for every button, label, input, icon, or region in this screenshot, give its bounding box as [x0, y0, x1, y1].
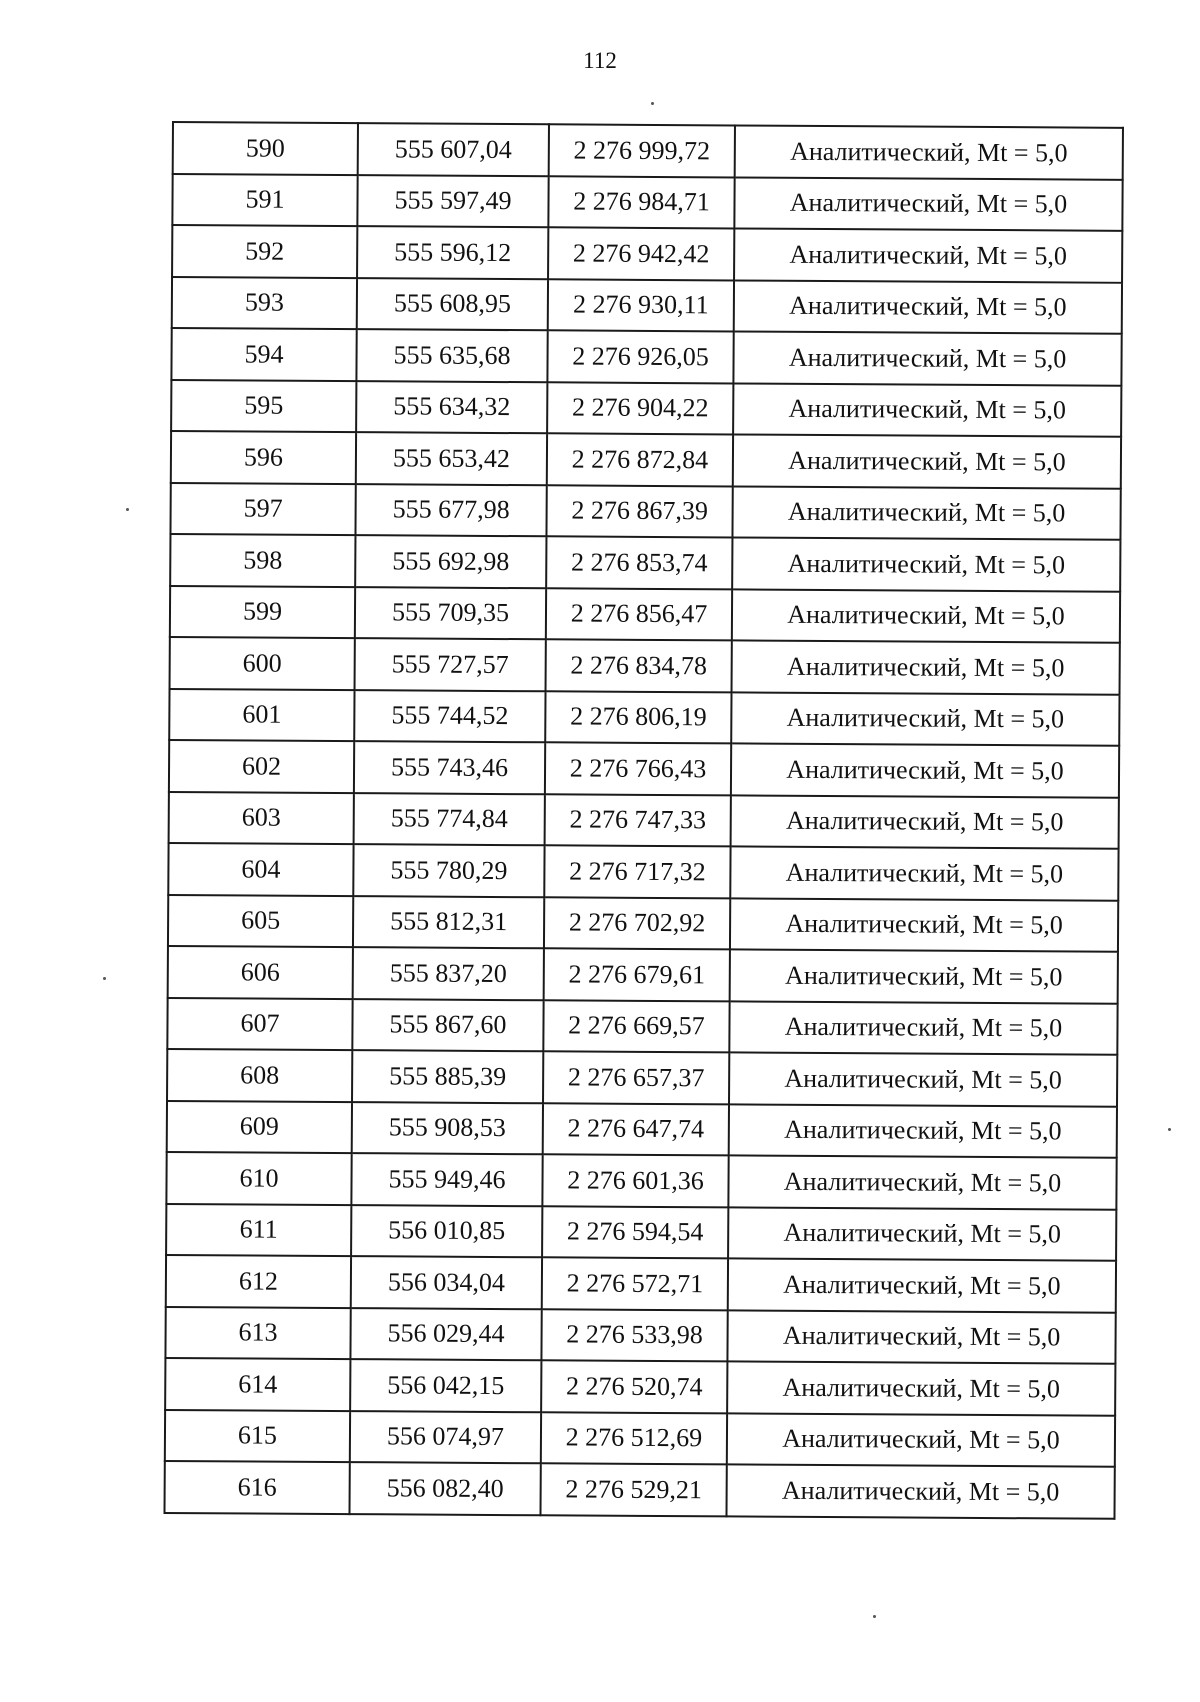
table-row [170, 585, 1120, 642]
y-coordinate-cell: 2 276 930,11 [548, 279, 734, 332]
method-cell: Аналитический, Mt = 5,0 [728, 1155, 1116, 1209]
x-coordinate-cell: 555 837,20 [353, 947, 544, 1000]
y-coordinate-cell: 2 276 717,32 [544, 845, 730, 898]
method-cell: Аналитический, Mt = 5,0 [728, 1258, 1116, 1312]
x-coordinate-cell: 555 949,46 [351, 1153, 542, 1206]
method-cell: Аналитический, Mt = 5,0 [733, 434, 1121, 488]
x-coordinate-cell: 556 074,97 [350, 1411, 541, 1464]
point-number-cell: 592 [172, 225, 357, 278]
point-number-cell: 613 [165, 1306, 350, 1359]
method-cell: Аналитический, Mt = 5,0 [727, 1413, 1115, 1467]
y-coordinate-cell: 2 276 679,61 [544, 948, 730, 1001]
scan-speck [651, 102, 654, 105]
x-coordinate-cell: 555 812,31 [353, 896, 544, 949]
method-cell: Аналитический, Mt = 5,0 [727, 1310, 1115, 1364]
table-row [166, 1255, 1116, 1312]
point-number-cell: 594 [171, 328, 356, 381]
point-number-cell: 611 [166, 1203, 351, 1256]
y-coordinate-cell: 2 276 867,39 [546, 485, 732, 538]
x-coordinate-cell: 555 774,84 [354, 793, 545, 846]
x-coordinate-cell: 555 634,32 [356, 381, 547, 434]
table-row [172, 225, 1122, 282]
table-row [172, 174, 1122, 231]
method-cell: Аналитический, Mt = 5,0 [732, 486, 1120, 540]
method-cell: Аналитический, Mt = 5,0 [729, 1052, 1117, 1106]
scan-speck [126, 508, 129, 511]
method-cell: Аналитический, Mt = 5,0 [732, 640, 1120, 694]
method-cell: Аналитический, Mt = 5,0 [730, 898, 1118, 952]
y-coordinate-cell: 2 276 872,84 [547, 433, 733, 486]
method-cell: Аналитический, Mt = 5,0 [732, 537, 1120, 591]
x-coordinate-cell: 555 596,12 [357, 226, 548, 279]
y-coordinate-cell: 2 276 942,42 [548, 227, 734, 280]
x-coordinate-cell: 555 597,49 [357, 175, 548, 228]
y-coordinate-cell: 2 276 520,74 [541, 1360, 727, 1413]
x-coordinate-cell: 555 692,98 [355, 535, 546, 588]
point-number-cell: 597 [170, 482, 355, 535]
y-coordinate-cell: 2 276 702,92 [544, 897, 730, 950]
method-cell: Аналитический, Mt = 5,0 [733, 383, 1121, 437]
y-coordinate-cell: 2 276 853,74 [546, 536, 732, 589]
point-number-cell: 604 [168, 843, 353, 896]
y-coordinate-cell: 2 276 647,74 [543, 1103, 729, 1156]
y-coordinate-cell: 2 276 904,22 [547, 382, 733, 435]
point-number-cell: 614 [165, 1358, 350, 1411]
x-coordinate-cell: 556 034,04 [351, 1256, 542, 1309]
y-coordinate-cell: 2 276 601,36 [542, 1154, 728, 1207]
y-coordinate-cell: 2 276 657,37 [543, 1051, 729, 1104]
table-row [166, 1152, 1116, 1209]
method-cell: Аналитический, Mt = 5,0 [734, 228, 1122, 282]
x-coordinate-cell: 555 908,53 [352, 1102, 543, 1155]
y-coordinate-cell: 2 276 926,05 [547, 330, 733, 383]
x-coordinate-cell: 556 029,44 [350, 1308, 541, 1361]
method-cell: Аналитический, Mt = 5,0 [726, 1464, 1114, 1518]
table-row [168, 946, 1118, 1003]
y-coordinate-cell: 2 276 594,54 [542, 1206, 728, 1259]
point-number-cell: 591 [172, 174, 357, 227]
x-coordinate-cell: 555 709,35 [355, 587, 546, 640]
x-coordinate-cell: 555 744,52 [354, 690, 545, 743]
point-number-cell: 602 [169, 740, 354, 793]
table-row [172, 277, 1122, 334]
point-number-cell: 607 [167, 997, 352, 1050]
x-coordinate-cell: 555 635,68 [356, 329, 547, 382]
point-number-cell: 599 [170, 585, 355, 638]
table-row [173, 122, 1123, 179]
table-row [167, 997, 1117, 1054]
table-row [171, 328, 1121, 385]
method-cell: Аналитический, Mt = 5,0 [735, 125, 1123, 179]
y-coordinate-cell: 2 276 512,69 [541, 1412, 727, 1465]
table-row [168, 843, 1118, 900]
x-coordinate-cell: 555 607,04 [358, 123, 549, 176]
point-number-cell: 605 [168, 894, 353, 947]
x-coordinate-cell: 555 653,42 [356, 432, 547, 485]
point-number-cell: 601 [169, 688, 354, 741]
x-coordinate-cell: 555 780,29 [353, 844, 544, 897]
y-coordinate-cell: 2 276 669,57 [543, 1000, 729, 1053]
point-number-cell: 612 [166, 1255, 351, 1308]
point-number-cell: 593 [172, 277, 357, 330]
point-number-cell: 610 [166, 1152, 351, 1205]
scan-speck [873, 1615, 876, 1618]
method-cell: Аналитический, Mt = 5,0 [727, 1361, 1115, 1415]
x-coordinate-cell: 555 743,46 [354, 741, 545, 794]
page-number: 112 [583, 48, 617, 73]
method-cell: Аналитический, Mt = 5,0 [729, 1104, 1117, 1158]
point-number-cell: 608 [167, 1049, 352, 1102]
method-cell: Аналитический, Mt = 5,0 [728, 1207, 1116, 1261]
x-coordinate-cell: 556 010,85 [351, 1205, 542, 1258]
table-row [167, 1100, 1117, 1157]
coordinates-table [163, 121, 1123, 1519]
method-cell: Аналитический, Mt = 5,0 [731, 743, 1119, 797]
point-number-cell: 606 [168, 946, 353, 999]
table-row [169, 688, 1119, 745]
table-row [169, 791, 1119, 848]
y-coordinate-cell: 2 276 806,19 [545, 691, 731, 744]
point-number-cell: 595 [171, 380, 356, 433]
point-number-cell: 609 [167, 1100, 352, 1153]
scan-speck [1168, 1128, 1171, 1131]
table-row [171, 380, 1121, 437]
point-number-cell: 596 [171, 431, 356, 484]
y-coordinate-cell: 2 276 856,47 [546, 588, 732, 641]
y-coordinate-cell: 2 276 999,72 [549, 124, 735, 177]
point-number-cell: 598 [170, 534, 355, 587]
y-coordinate-cell: 2 276 984,71 [548, 176, 734, 229]
point-number-cell: 603 [169, 791, 354, 844]
table-row [169, 740, 1119, 797]
table-row [170, 534, 1120, 591]
table-row [164, 1461, 1114, 1518]
y-coordinate-cell: 2 276 834,78 [546, 639, 732, 692]
y-coordinate-cell: 2 276 533,98 [541, 1309, 727, 1362]
table-row [166, 1203, 1116, 1260]
table-row [165, 1409, 1115, 1466]
method-cell: Аналитический, Mt = 5,0 [731, 692, 1119, 746]
table-row [170, 637, 1120, 694]
table-row [167, 1049, 1117, 1106]
method-cell: Аналитический, Mt = 5,0 [732, 589, 1120, 643]
method-cell: Аналитический, Mt = 5,0 [734, 280, 1122, 334]
table-row [170, 482, 1120, 539]
x-coordinate-cell: 555 677,98 [355, 484, 546, 537]
y-coordinate-cell: 2 276 529,21 [540, 1463, 726, 1516]
scan-speck [103, 977, 106, 980]
point-number-cell: 600 [170, 637, 355, 690]
x-coordinate-cell: 556 082,40 [349, 1462, 540, 1515]
y-coordinate-cell: 2 276 572,71 [542, 1257, 728, 1310]
x-coordinate-cell: 555 727,57 [355, 638, 546, 691]
method-cell: Аналитический, Mt = 5,0 [730, 846, 1118, 900]
y-coordinate-cell: 2 276 747,33 [545, 794, 731, 847]
x-coordinate-cell: 556 042,15 [350, 1359, 541, 1412]
table-row [171, 431, 1121, 488]
method-cell: Аналитический, Mt = 5,0 [729, 1001, 1117, 1055]
x-coordinate-cell: 555 867,60 [352, 999, 543, 1052]
table-row [165, 1306, 1115, 1363]
method-cell: Аналитический, Mt = 5,0 [731, 795, 1119, 849]
method-cell: Аналитический, Mt = 5,0 [733, 331, 1121, 385]
table-row [165, 1358, 1115, 1415]
x-coordinate-cell: 555 885,39 [352, 1050, 543, 1103]
point-number-cell: 590 [173, 122, 358, 175]
table-body [164, 122, 1122, 1518]
y-coordinate-cell: 2 276 766,43 [545, 742, 731, 795]
x-coordinate-cell: 555 608,95 [357, 278, 548, 331]
point-number-cell: 616 [164, 1461, 349, 1514]
point-number-cell: 615 [165, 1409, 350, 1462]
method-cell: Аналитический, Mt = 5,0 [734, 177, 1122, 231]
table-row [168, 894, 1118, 951]
method-cell: Аналитический, Mt = 5,0 [730, 949, 1118, 1003]
